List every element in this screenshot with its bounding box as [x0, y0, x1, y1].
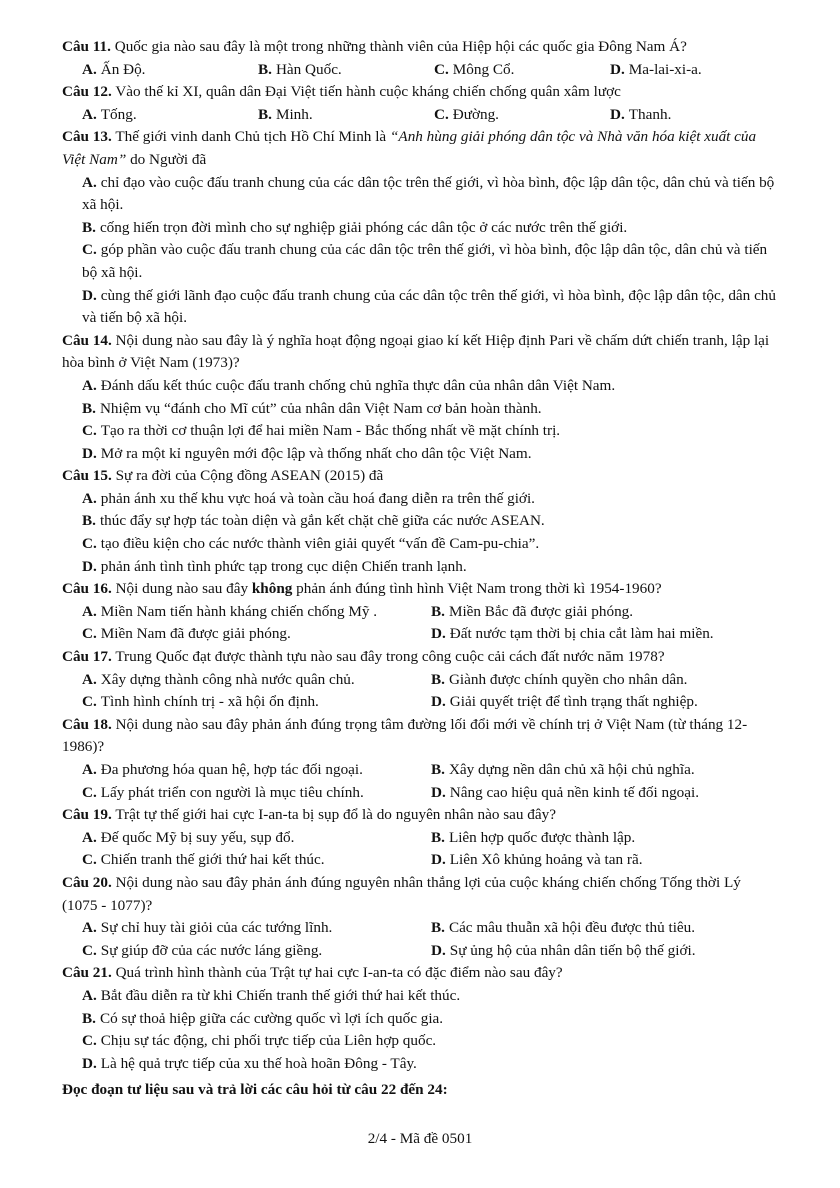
option-text: Lấy phát triển con người là mục tiêu chính.	[100, 783, 364, 801]
question-stem: Thế giới vinh danh Chủ tịch Hồ Chí Minh là	[111, 128, 390, 146]
option-text: Đánh dấu kết thúc cuộc đấu tranh chống chủ nghĩa thực dân của nhân dân Việt Nam.	[100, 376, 616, 394]
option-text: Miền Bắc đã được giải phóng.	[448, 602, 634, 620]
option-text: Giành được chính quyền cho nhân dân.	[448, 670, 688, 688]
option-text: tạo điều kiện cho các nước thành viên giải quyết “vấn đề Cam-pu-chia”.	[100, 535, 540, 553]
option-label: A.	[82, 602, 97, 620]
question-stem: Trung Quốc đạt được thành tựu nào sau đây trong công cuộc cải cách đất nước năm 1978?	[111, 648, 665, 666]
option-label: A.	[82, 60, 97, 78]
option-label: D.	[431, 625, 446, 643]
question-stem: Trật tự thế giới hai cực I-an-ta bị sụp đổ là do nguyên nhân nào sau đây?	[111, 806, 556, 824]
option-text: Xây dựng nền dân chủ xã hội chủ nghĩa.	[448, 761, 695, 778]
option-label: B.	[431, 828, 445, 846]
option-text: phản ánh tình tình phức tạp trong cục diện Chiến tranh lạnh.	[100, 557, 467, 575]
option-label: B.	[431, 602, 445, 620]
option-label: D.	[82, 286, 97, 304]
question-stem: Nội dung nào sau đây phản ánh đúng trọng tâm đường lối đổi mới về chính trị ở Việt Nam (từ tháng 12-1986)?	[62, 715, 748, 756]
option-label: C.	[434, 105, 449, 123]
option-text: Đa phương hóa quan hệ, hợp tác đối ngoại.	[100, 761, 363, 778]
quoted-title: “Anh hùng giải phóng dân tộc và Nhà văn hóa kiệt xuất của Việt Nam”	[62, 128, 757, 168]
option-label: B.	[431, 670, 445, 688]
question-number: Câu 16.	[62, 580, 112, 598]
option-text: Liên hợp quốc được thành lập.	[448, 828, 636, 846]
option-label: B.	[82, 218, 96, 236]
question-number: Câu 12.	[62, 83, 112, 101]
option-text: thúc đẩy sự hợp tác toàn diện và gắn kết chặt chẽ giữa các nước ASEAN.	[99, 512, 545, 530]
option-text: Ấn Độ.	[100, 60, 146, 78]
option-label: B.	[258, 105, 272, 123]
option-label: A.	[82, 919, 97, 937]
option-label: C.	[82, 941, 97, 959]
question-12	[62, 81, 780, 126]
exam-page	[62, 36, 780, 1102]
question-14	[62, 330, 780, 466]
question-number: Câu 20.	[62, 873, 112, 891]
option-text: Nâng cao hiệu quả nền kinh tế đối ngoại.	[449, 783, 700, 801]
option-text: Xây dựng thành công nhà nước quân chủ.	[100, 670, 355, 688]
option-label: A.	[82, 828, 97, 846]
question-number: Câu 21.	[62, 964, 112, 982]
question-number: Câu 18.	[62, 715, 112, 733]
option-label: B.	[258, 60, 272, 78]
question-16	[62, 578, 780, 646]
option-text: Nhiệm vụ “đánh cho Mĩ cút” của nhân dân Việt Nam cơ bản hoàn thành.	[99, 399, 542, 417]
option-label: D.	[610, 60, 625, 78]
option-label: B.	[82, 1009, 96, 1027]
question-stem: Vào thế kỉ XI, quân dân Đại Việt tiến hành cuộc kháng chiến chống quân xâm lược	[111, 83, 621, 101]
option-text: Minh.	[275, 105, 313, 123]
question-stem: Nội dung nào sau đây	[111, 580, 252, 598]
option-text: Thanh.	[628, 105, 672, 123]
question-19	[62, 804, 780, 872]
reading-prompt: Đọc đoạn tư liệu sau và trả lời các câu hỏi từ câu 22 đến 24:	[62, 1081, 448, 1099]
option-label: B.	[82, 512, 96, 530]
option-label: D.	[82, 1054, 97, 1072]
question-number: Câu 13.	[62, 128, 112, 146]
option-text: Miền Nam đã được giải phóng.	[100, 625, 291, 643]
negation-word: không	[251, 580, 293, 598]
option-text: Đất nước tạm thời bị chia cắt làm hai miền.	[449, 625, 714, 643]
option-text: Ma-lai-xi-a.	[628, 60, 702, 78]
option-text: Liên Xô khủng hoảng và tan rã.	[449, 851, 643, 869]
option-label: D.	[431, 783, 446, 801]
option-label: C.	[82, 693, 97, 711]
option-label: C.	[82, 1032, 97, 1050]
option-label: A.	[82, 173, 97, 191]
option-text: Tình hình chính trị - xã hội ổn định.	[100, 693, 319, 711]
option-text: Có sự thoả hiệp giữa các cường quốc vì lợi ích quốc gia.	[99, 1009, 444, 1027]
option-label: C.	[82, 241, 97, 259]
option-label: C.	[434, 60, 449, 78]
question-stem-end: phản ánh đúng tình hình Việt Nam trong thời kì 1954-1960?	[292, 580, 662, 598]
option-text: phản ánh xu thế khu vực hoá và toàn cầu hoá đang diễn ra trên thế giới.	[100, 489, 535, 507]
option-text: Mông Cổ.	[452, 60, 515, 78]
option-label: D.	[82, 557, 97, 575]
option-label: D.	[431, 693, 446, 711]
option-text: Sự chỉ huy tài giỏi của các tướng lĩnh.	[100, 919, 333, 937]
option-text: Chiến tranh thế giới thứ hai kết thúc.	[100, 851, 325, 869]
option-label: A.	[82, 376, 97, 394]
question-stem: Quốc gia nào sau đây là một trong những thành viên của Hiệp hội các quốc gia Đông Nam Á?	[110, 38, 687, 55]
option-label: C.	[82, 535, 97, 553]
option-label: A.	[82, 761, 97, 778]
question-stem: Nội dung nào sau đây phản ánh đúng nguyên nhân thắng lợi của cuộc kháng chiến chống Tống thời Lý (1075 - 1077)?	[62, 873, 741, 914]
page-footer: 2/4 - Mã đề 0501	[367, 1130, 473, 1147]
option-label: C.	[82, 851, 97, 869]
question-number: Câu 11.	[62, 38, 111, 55]
question-stem: Sự ra đời của Cộng đồng ASEAN (2015) đã	[111, 467, 384, 485]
option-label: B.	[431, 761, 445, 778]
question-13	[62, 126, 780, 329]
option-text: Đường.	[452, 105, 499, 123]
option-text: Các mâu thuẫn xã hội đều được thủ tiêu.	[448, 919, 696, 937]
question-number: Câu 14.	[62, 331, 112, 349]
option-text: Hàn Quốc.	[275, 60, 342, 78]
question-stem-end: do Người đã	[126, 150, 207, 168]
option-label: D.	[431, 851, 446, 869]
question-20	[62, 872, 780, 962]
option-text: Bắt đầu diễn ra từ khi Chiến tranh thế giới thứ hai kết thúc.	[100, 986, 461, 1004]
question-18	[62, 714, 780, 804]
option-text: Giải quyết triệt để tình trạng thất nghiệp.	[449, 693, 698, 711]
question-stem: Nội dung nào sau đây là ý nghĩa hoạt động ngoại giao kí kết Hiệp định Pari về chấm dứt chiến tranh, lập lại hòa bình ở Việt Nam (1973)?	[62, 331, 770, 372]
option-text: Sự ủng hộ của nhân dân tiến bộ thế giới.	[449, 941, 696, 959]
option-text: góp phần vào cuộc đấu tranh chung của các dân tộc trên thế giới, vì hòa bình, độc lập dân tộc, dân chủ và tiến bộ xã hội.	[82, 241, 768, 281]
option-text: Đế quốc Mỹ bị suy yếu, sụp đổ.	[100, 828, 295, 846]
option-text: Sự giúp đỡ của các nước láng giềng.	[100, 941, 323, 959]
question-17	[62, 646, 780, 714]
question-21	[62, 962, 780, 1075]
option-label: C.	[82, 783, 97, 801]
option-label: A.	[82, 489, 97, 507]
option-label: C.	[82, 625, 97, 643]
question-number: Câu 17.	[62, 648, 112, 666]
option-label: A.	[82, 986, 97, 1004]
question-number: Câu 15.	[62, 467, 112, 485]
question-11	[62, 36, 780, 81]
question-15	[62, 465, 780, 578]
option-label: A.	[82, 670, 97, 688]
option-text: chỉ đạo vào cuộc đấu tranh chung của các dân tộc trên thế giới, vì hòa bình, độc lập dân tộc, dân chủ và tiến bộ xã hội.	[82, 173, 775, 214]
option-text: Miền Nam tiến hành kháng chiến chống Mỹ .	[100, 602, 378, 620]
option-text: Chịu sự tác động, chi phối trực tiếp của Liên hợp quốc.	[100, 1032, 437, 1050]
option-label: A.	[82, 105, 97, 123]
option-text: Tống.	[100, 105, 137, 123]
option-text: Là hệ quả trực tiếp của xu thế hoà hoãn Đông - Tây.	[100, 1054, 417, 1072]
option-text: cùng thế giới lãnh đạo cuộc đấu tranh chung của các dân tộc trên thế giới, vì hòa bình, độc lập dân tộc, dân chủ và tiến bộ xã hội.	[82, 286, 776, 327]
option-label: D.	[431, 941, 446, 959]
question-stem: Quá trình hình thành của Trật tự hai cực I-an-ta có đặc điểm nào sau đây?	[111, 964, 563, 982]
option-text: Mở ra một kỉ nguyên mới độc lập và thống nhất cho dân tộc Việt Nam.	[100, 444, 532, 462]
option-label: D.	[82, 444, 97, 462]
option-label: D.	[610, 105, 625, 123]
option-text: cống hiến trọn đời mình cho sự nghiệp giải phóng các dân tộc ở các nước trên thế giới.	[99, 218, 628, 236]
option-label: B.	[82, 399, 96, 417]
option-text: Tạo ra thời cơ thuận lợi để hai miền Nam - Bắc thống nhất về mặt chính trị.	[100, 422, 561, 440]
option-label: B.	[431, 919, 445, 937]
question-number: Câu 19.	[62, 806, 112, 824]
option-label: C.	[82, 422, 97, 440]
